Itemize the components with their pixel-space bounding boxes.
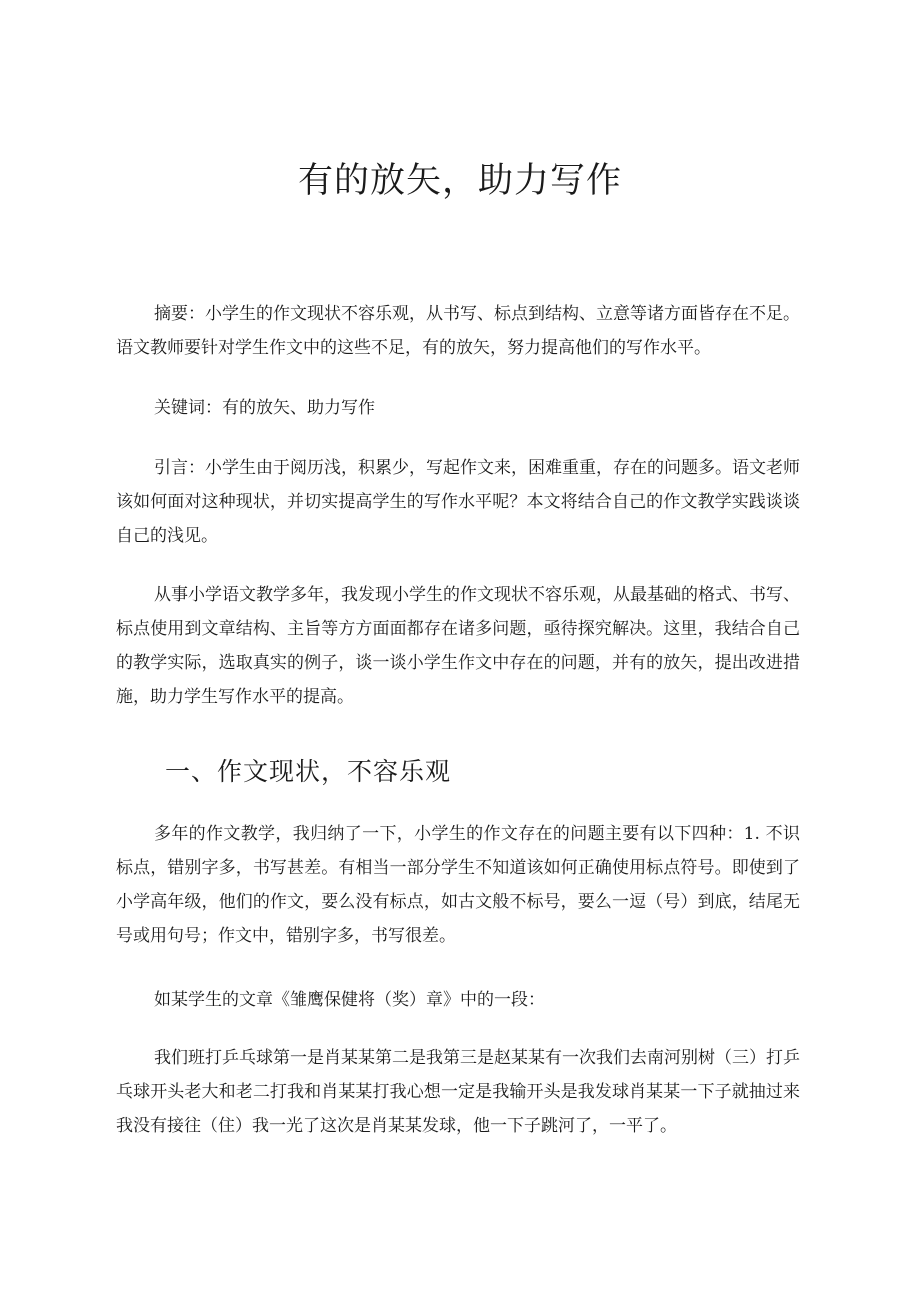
student-excerpt-paragraph: 我们班打乒乓球第一是肖某某第二是我第三是赵某某有一次我们去南河别树（三）打乒乓球开头老大和老二打我和肖某某打我心想一定是我输开头是我发球肖某某一下子就抽过来我没有接往（住）我一光了这次是肖某某发球，他一下子跳河了，一平了。 — [116, 1048, 800, 1136]
section-heading: 一、作文现状，不容乐观 — [165, 757, 452, 786]
section-paragraph: 多年的作文教学，我归纳了一下，小学生的作文存在的问题主要有以下四种：1. 不识标点，错别字多，书写甚差。有相当一部分学生不知道该如何正确使用标点符号。即使到了小学高年级，他们的作文，要么没有标点，如古文般不标号，要么一逗（号）到底，结尾无号或用句号；作文中，错别字多，书写很差。 — [116, 824, 800, 946]
body-paragraph: 从事小学语文教学多年，我发现小学生的作文现状不容乐观，从最基础的格式、书写、标点使用到文章结构、主旨等方方面面都存在诸多问题，亟待探究解决。这里，我结合自己的教学实际，选取真实的例子，谈一谈小学生作文中存在的问题，并有的放矢，提出改进措施，助力学生写作水平的提高。 — [116, 585, 800, 707]
example-intro-paragraph: 如某学生的文章《雏鹰保健将（奖）章》中的一段： — [154, 990, 545, 1010]
introduction-paragraph: 引言：小学生由于阅历浅，积累少，写起作文来，困难重重，存在的问题多。语文老师该如何面对这种现状，并切实提高学生的写作水平呢？本文将结合自己的作文教学实践谈谈自己的浅见。 — [116, 458, 800, 546]
keywords-paragraph: 关键词：有的放矢、助力写作 — [154, 398, 375, 418]
abstract-paragraph: 摘要：小学生的作文现状不容乐观，从书写、标点到结构、立意等诸方面皆存在不足。语文教师要针对学生作文中的这些不足，有的放矢，努力提高他们的写作水平。 — [116, 304, 800, 358]
document-title: 有的放矢，助力写作 — [297, 161, 622, 201]
